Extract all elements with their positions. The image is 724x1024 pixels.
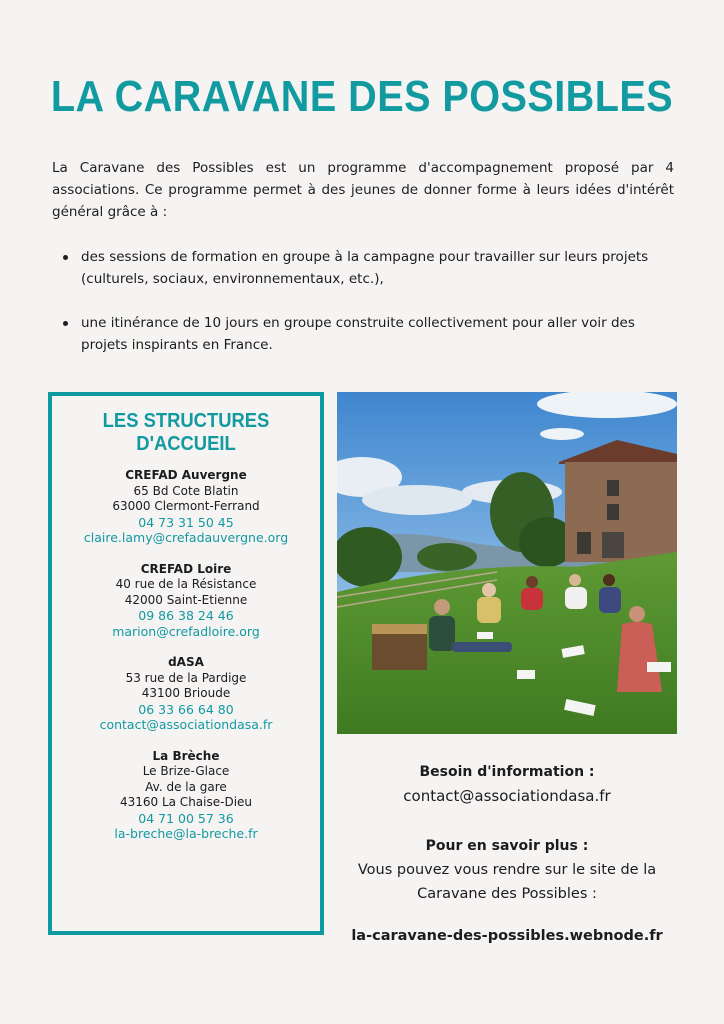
org-email-link[interactable]: contact@associationdasa.fr — [99, 717, 273, 732]
website-link[interactable]: la-caravane-des-possibles.webnode.fr — [351, 928, 663, 944]
group-photo — [337, 392, 677, 734]
org-address: Av. de la gare — [145, 779, 227, 794]
info-section — [337, 760, 677, 948]
more-info-label: Pour en savoir plus : — [425, 838, 589, 854]
org-crefad-auvergne — [52, 468, 320, 546]
structures-box — [48, 392, 324, 935]
org-name: dASA — [168, 655, 204, 669]
structures-title-line1: LES STRUCTURES — [102, 410, 270, 432]
group-photo-illustration — [337, 392, 677, 734]
org-address: 43100 Brioude — [141, 686, 231, 700]
org-phone[interactable]: 06 33 66 64 80 — [138, 701, 234, 717]
bullet-text: une itinérance de 10 jours en groupe construite collectivement pour aller voir des projets inspirants en France. — [81, 315, 635, 353]
org-address: Le Brize-Glace — [142, 764, 230, 778]
more-info-text: Vous pouvez vous rendre sur le site de la — [357, 862, 657, 878]
org-name: La Brèche — [152, 748, 220, 763]
org-phone[interactable]: 09 86 38 24 46 — [138, 608, 234, 623]
org-name: CREFAD Loire — [140, 561, 232, 576]
org-email-link[interactable]: claire.lamy@crefadauvergne.org — [83, 530, 289, 545]
org-email-link[interactable]: la-breche@la-breche.fr — [114, 826, 258, 841]
org-phone[interactable]: 04 73 31 50 45 — [138, 514, 234, 530]
org-address: 40 rue de la Résistance — [115, 577, 257, 591]
org-address: 43160 La Chaise-Dieu — [119, 795, 253, 809]
org-address: 65 Bd Cote Blatin — [133, 483, 239, 498]
intro-paragraph: La Caravane des Possibles est un programme d'accompagnement proposé par 4 associations. Ce programme permet à des jeunes de donner forme à leurs idées d'intérêt général grâce à : — [52, 160, 674, 220]
org-address: 42000 Saint-Etienne — [124, 592, 248, 607]
org-dasa — [52, 655, 320, 733]
list-item — [60, 312, 674, 356]
org-name: CREFAD Auvergne — [125, 468, 247, 482]
org-phone[interactable]: 04 71 00 57 36 — [138, 810, 234, 826]
structures-title — [63, 410, 310, 456]
need-info-label: Besoin d'information : — [419, 764, 595, 780]
structures-title-line2: D'ACCUEIL — [136, 433, 236, 455]
list-item — [60, 246, 674, 290]
page-title: LA CARAVANE DES POSSIBLES — [50, 72, 674, 121]
org-email-link[interactable]: marion@crefadloire.org — [112, 623, 260, 639]
bullet-text: des sessions de formation en groupe à la campagne pour travailler sur leurs projets (culturels, sociaux, environnementaux, etc.), — [81, 249, 649, 287]
bullet-icon — [63, 255, 68, 260]
org-la-breche — [52, 749, 320, 842]
org-crefad-loire — [52, 562, 320, 640]
org-address: 53 rue de la Pardige — [125, 670, 247, 685]
org-address: 63000 Clermont-Ferrand — [112, 499, 260, 513]
bullet-list — [60, 246, 674, 378]
bullet-icon — [63, 321, 68, 326]
more-info-text: Caravane des Possibles : — [417, 886, 597, 902]
contact-email-link[interactable]: contact@associationdasa.fr — [403, 787, 611, 805]
